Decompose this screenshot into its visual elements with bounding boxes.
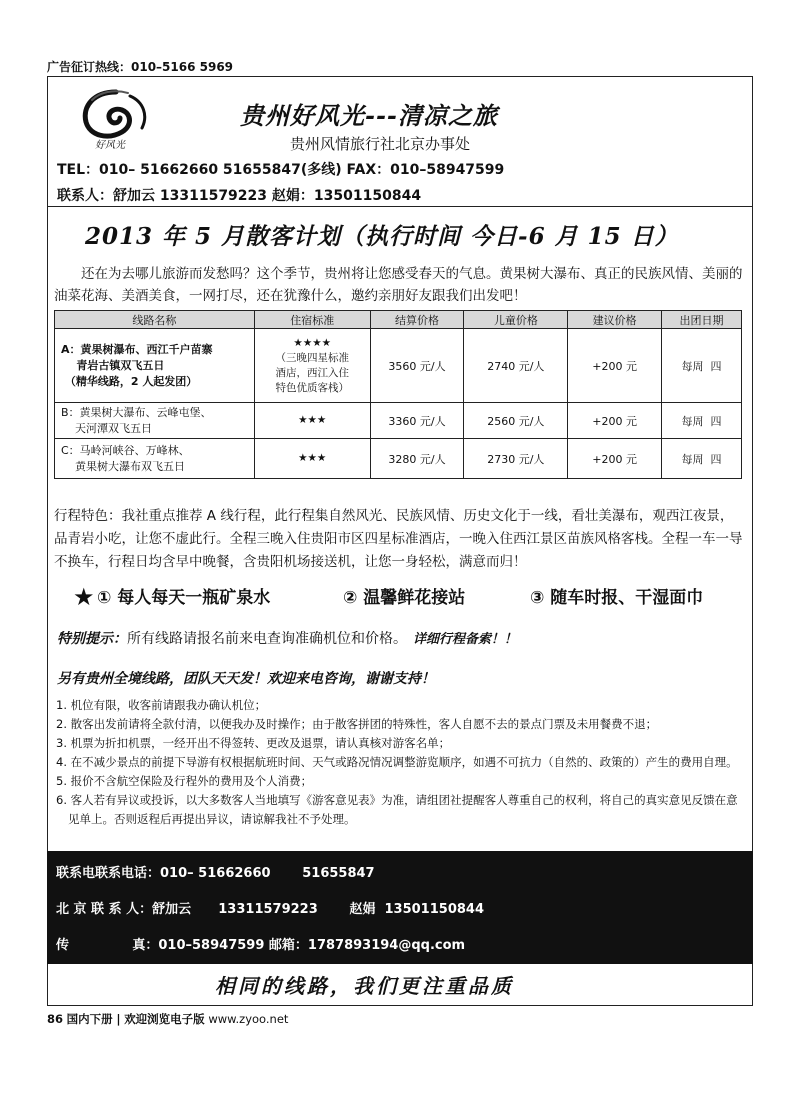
col-header-route: 线路名称 (55, 311, 255, 329)
page-title: 贵州好风光---清凉之旅 (240, 101, 498, 130)
departure-dates: 每周 四 (662, 439, 742, 479)
route-name (55, 329, 255, 403)
child-price: 2740 元/人 (464, 329, 568, 403)
agency-name: 贵州风情旅行社北京办事处 (290, 135, 471, 153)
page-number: 86 (47, 1012, 64, 1026)
table-row (55, 329, 742, 403)
suggest-price: +200 元 (568, 439, 662, 479)
settle-price: 3360 元/人 (370, 403, 464, 439)
contacts-line: 联系人：舒加云 13311579223 赵娟：13501150844 (57, 188, 422, 204)
route-name (55, 439, 255, 479)
logo-caption: 好风光 (95, 140, 125, 151)
plan-title: 2013 年 5 月散客计划（执行时间 今日-6 月 15 日） (85, 223, 679, 250)
star-icon: ★ (73, 583, 95, 611)
ad-hotline: 广告征订热线：010–5166 5969 (47, 60, 234, 74)
table-row (55, 403, 742, 439)
stay-line: （三晚四星标准 (275, 351, 349, 364)
child-price: 2560 元/人 (464, 403, 568, 439)
col-header-suggest: 建议价格 (568, 311, 662, 329)
contact-phone-value: 010– 51662660 51655847 (160, 866, 375, 881)
star-rating: ★★★ (254, 403, 370, 439)
route-table (54, 310, 742, 479)
route-name-line: A：黄果树瀑布、西江千户苗寨 (61, 342, 213, 356)
list-item: 5. 报价不含航空保险及行程外的费用及个人消费； (56, 774, 313, 788)
route-name-line: 黄果树大瀑布双飞五日 (61, 459, 185, 473)
route-name-line: 天河潭双飞五日 (61, 421, 152, 435)
contact-phone-line (56, 862, 375, 881)
contact-fax-label: 传 真： (56, 938, 159, 953)
tel-fax-line: TEL：010– 51662660 51655847(多线) FAX：010–58947599 (57, 162, 505, 178)
col-header-child: 儿童价格 (464, 311, 568, 329)
route-name-line: B：黄果树大瀑布、云峰屯堡、 (61, 405, 212, 419)
intro-paragraph: 还在为去哪儿旅游而发愁吗？这个季节，贵州将让您感受春天的气息。黄果树大瀑布、真正的民族风情、美丽的油菜花海、美酒美食，一网打尽，还在犹豫什么，邀约亲朋好友跟我们出发吧！ (54, 266, 743, 304)
contact-fax-value: 010–58947599 邮箱：1787893194@qq.com (158, 938, 466, 953)
child-price: 2730 元/人 (464, 439, 568, 479)
suggest-price: +200 元 (568, 329, 662, 403)
table-row (55, 439, 742, 479)
website-link[interactable]: www.zyoo.net (208, 1012, 289, 1026)
list-item: 4. 在不减少景点的前提下导游有权根据航班时间、天气或路况情况调整游览顺序，如遇不可抗力（自然的、政策的）产生的费用自理。 (56, 755, 738, 769)
star-rating: ★★★ (254, 439, 370, 479)
footer-promo: 欢迎浏览电子版 (124, 1012, 205, 1026)
promo-slogan: 另有贵州全境线路，团队天天发！欢迎来电咨询，谢谢支持！ (57, 671, 435, 687)
stay-standard (254, 329, 370, 403)
contact-person-value: 舒加云 13311579223 赵娟 13501150844 (152, 902, 484, 917)
list-item: 1. 机位有限，收客前请跟我办确认机位； (56, 698, 267, 712)
contact-box (47, 851, 753, 964)
terms-list (56, 696, 746, 829)
footer-separator: | (116, 1012, 121, 1026)
special-notice-label: 特别提示： (57, 631, 127, 647)
contact-fax-line (56, 934, 465, 953)
perk-item: ③ 随车时报、干湿面巾 (530, 588, 704, 608)
table-header-row (55, 311, 742, 329)
special-notice (57, 628, 517, 648)
perk-item: ① 每人每天一瓶矿泉水 (97, 588, 271, 608)
contact-person-line (56, 898, 484, 917)
route-name-line: C：马岭河峡谷、万峰林、 (61, 443, 190, 457)
section-name: 国内下册 (66, 1012, 113, 1026)
suggest-price: +200 元 (568, 403, 662, 439)
settle-price: 3280 元/人 (370, 439, 464, 479)
route-name (55, 403, 255, 439)
list-item: 6. 客人若有异议或投诉，以大多数客人当地填写《游客意见表》为准，请组团社提醒客人尊重自己的权利，将自己的真实意见反馈在意见单上。否则返程后再提出异议，请谅解我社不予处理。 (56, 793, 738, 826)
stay-line: 酒店，西江入住 (275, 366, 349, 379)
footer-slogan: 相同的线路，我们更注重品质 (215, 974, 514, 998)
settle-price: 3560 元/人 (370, 329, 464, 403)
departure-dates: 每周 四 (662, 403, 742, 439)
contact-phone-label: 联系电联系电话： (56, 866, 161, 881)
special-notice-text: 所有线路请报名前来电查询准确机位和价格。 (127, 631, 407, 647)
contact-person-label: 北 京 联 系 人： (56, 902, 153, 917)
list-item: 3. 机票为折扣机票，一经开出不得签转、更改及退票，请认真核对游客名单； (56, 736, 451, 750)
col-header-stay: 住宿标准 (254, 311, 370, 329)
stay-line: 特色优质客栈） (275, 381, 349, 394)
col-header-settle: 结算价格 (370, 311, 464, 329)
col-header-dates: 出团日期 (662, 311, 742, 329)
route-name-line: （精华线路，2 人起发团） (61, 374, 198, 388)
page-footer (47, 1011, 288, 1027)
list-item: 2. 散客出发前请将全款付清，以便我办及时操作；由于散客拼团的特殊性，客人自愿不去的景点门票及未用餐费不退； (56, 717, 658, 731)
itinerary-features: 行程特色：我社重点推荐 A 线行程，此行程集自然风光、民族风情、历史文化于一线，看壮美瀑布，观西江夜景，品青岩小吃，让您不虚此行。全程三晚入住贵阳市区四星标准酒店，一晚入住西江景区苗族风格客栈。全程一车一导不换车，行程日均含早中晚餐，含贵阳机场接送机，让您一身轻松，满意而归！ (54, 508, 743, 570)
special-notice-detail: 详细行程备索！！ (413, 632, 518, 647)
divider (47, 206, 753, 207)
perk-item: ② 温馨鲜花接站 (343, 588, 466, 608)
departure-dates: 每周 四 (662, 329, 742, 403)
star-rating: ★★★★ (293, 336, 332, 349)
route-name-line: 青岩古镇双飞五日 (61, 358, 165, 372)
